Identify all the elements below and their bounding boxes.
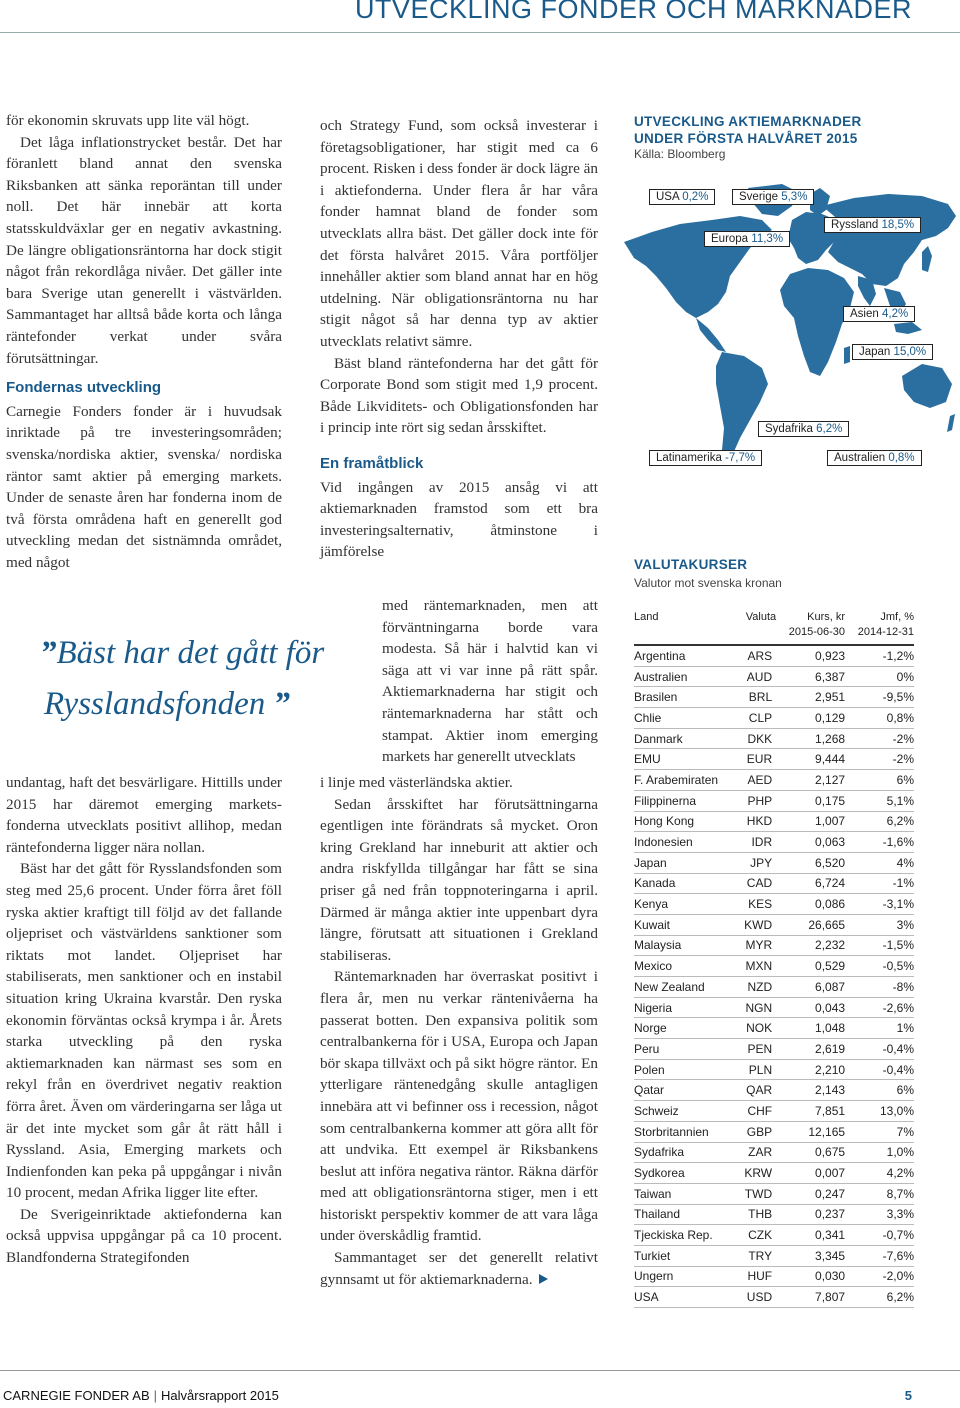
- table-header-row: [634, 610, 914, 645]
- cell-valuta: THB: [737, 1204, 776, 1225]
- paragraph: Sedan årsskiftet har förutsättningarna egentligen inte förändrats så mycket. Oron kring Grekland har inneburit att aktier och andra riskfyllda tillgångar har fått se sina priser gå ned från toppnoteringarna i april. Därmed är många aktier inte uppenbart dyra längre, förutsatt att situationen i Grekland stabiliseras.: [320, 795, 598, 964]
- cell-land: Argentina: [634, 645, 737, 666]
- cell-jmf: -1%: [845, 873, 914, 894]
- cell-land: Ungern: [634, 1266, 737, 1287]
- cell-jmf: -9,5%: [845, 687, 914, 708]
- table-row: [634, 1080, 914, 1101]
- subheading: Fondernas utveckling: [6, 379, 162, 397]
- pull-quote-line-2: Rysslandsfonden: [44, 686, 266, 722]
- table-row: [634, 1163, 914, 1184]
- cell-valuta: BRL: [737, 687, 776, 708]
- table-row: [634, 749, 914, 770]
- map-label-sverige: Sverige 5,3%: [732, 189, 814, 205]
- cell-kurs: 0,043: [776, 997, 845, 1018]
- paragraph: i linje med västerländska aktier.: [320, 774, 513, 791]
- cell-jmf: 0%: [845, 666, 914, 687]
- cell-jmf: -0,4%: [845, 1059, 914, 1080]
- page-number: 5: [904, 1388, 912, 1403]
- open-quote-mark: ”: [40, 635, 57, 671]
- cell-land: Tjeckiska Rep.: [634, 1225, 737, 1246]
- cell-land: Australien: [634, 666, 737, 687]
- cell-valuta: MYR: [737, 935, 776, 956]
- table-row: [634, 935, 914, 956]
- cell-valuta: KRW: [737, 1163, 776, 1184]
- map-label-asien: Asien 4,2%: [843, 306, 915, 322]
- cell-valuta: PEN: [737, 1039, 776, 1060]
- cell-kurs: 1,048: [776, 1018, 845, 1039]
- table-row: [634, 1287, 914, 1308]
- cell-jmf: 6,2%: [845, 1287, 914, 1308]
- cell-jmf: -3,1%: [845, 894, 914, 915]
- cell-kurs: 3,345: [776, 1245, 845, 1266]
- cell-jmf: 1%: [845, 1018, 914, 1039]
- cell-jmf: 6%: [845, 1080, 914, 1101]
- cell-jmf: 13,0%: [845, 1101, 914, 1122]
- table-row: [634, 873, 914, 894]
- table-row: [634, 914, 914, 935]
- cell-valuta: NZD: [737, 977, 776, 998]
- table-row: [634, 956, 914, 977]
- cell-valuta: TRY: [737, 1245, 776, 1266]
- cell-jmf: -1,5%: [845, 935, 914, 956]
- currency-heading: [634, 556, 934, 590]
- cell-kurs: 12,165: [776, 1121, 845, 1142]
- map-source: Källa: Bloomberg: [634, 147, 726, 161]
- cell-land: Schweiz: [634, 1101, 737, 1122]
- cell-valuta: ARS: [737, 645, 776, 666]
- cell-land: New Zealand: [634, 977, 737, 998]
- currency-subtitle: Valutor mot svenska kronan: [634, 576, 782, 590]
- cell-land: Japan: [634, 852, 737, 873]
- cell-land: EMU: [634, 749, 737, 770]
- cell-jmf: 7%: [845, 1121, 914, 1142]
- closing-sentence: Sammantaget ser det generellt relativt gynnsamt ut för aktiemarknaderna.: [320, 1249, 598, 1288]
- column-2-wrap: [382, 595, 598, 768]
- column-1-top: [6, 110, 282, 573]
- cell-kurs: 0,129: [776, 708, 845, 729]
- cell-land: Kuwait: [634, 914, 737, 935]
- cell-valuta: CHF: [737, 1101, 776, 1122]
- paragraph: och Strategy Fund, som också investerar i företagsobligationer, har stigit med ca 6 procent. Risken i dess fonder är dock lägre än i aktiefonderna. Under flera år har våra fonder hamnat bland de fonder som utvecklats allra bäst. Det gäller dock inte för det första halvåret 2015. Våra portföljer innehåller aktier som bland annat har en hög utdelning. När obligationsräntorna nu har stigit något så har denna typ av aktier utvecklats relativt sämre.: [320, 117, 598, 350]
- cell-jmf: -1,2%: [845, 645, 914, 666]
- cell-valuta: QAR: [737, 1080, 776, 1101]
- paragraph: Det låga inflationstrycket består. Det har föranlett bland annat den svenska Riksbanken att sänka reporäntan till under noll. Det här innebär att korta statsskuldväxlar ger en negativ avkastning. De längre obligationsräntorna har dock stigit något från rekordlåga nivåer. Det gäller inte bara Sverige utan generellt i västvärlden. Sammantaget har alltså både korta och långa räntefonder verkat under svåra förutsättningar.: [6, 133, 282, 367]
- cell-land: USA: [634, 1287, 737, 1308]
- cell-valuta: HKD: [737, 811, 776, 832]
- cell-valuta: KWD: [737, 914, 776, 935]
- column-2-bottom: [320, 772, 598, 1290]
- cell-land: Turkiet: [634, 1245, 737, 1266]
- cell-jmf: 3,3%: [845, 1204, 914, 1225]
- cell-kurs: 7,851: [776, 1101, 845, 1122]
- currency-title: VALUTAKURSER: [634, 557, 748, 572]
- map-heading: [634, 113, 954, 161]
- cell-jmf: -1,6%: [845, 832, 914, 853]
- paragraph: Bäst bland räntefonderna har det gått för Corporate Bond som stigit med 1,9 procent. Både Likviditets- och Obligationsfonden har i princip inte rört sig sedan årsskiftet.: [320, 354, 598, 437]
- paragraph: Bäst har det gått för Rysslandsfonden som steg med 25,6 procent. Under förra året föll ryska aktier kraftigt till följd av det fallande oljepriset och västvärldens sanktioner som riktats mot landet. Oljepriset har stabiliserats, men sanktioner och en instabil situation kring Ukraina kvarstår. Den ryska ekonomin förväntas också krympa i år. Årets starka utveckling på den ryska aktiemarknaden kan närmast ses som en rekyl från en överdrivet negativ reaktion förra året. Även om värderingarna ser låga ut är det inte mycket som går åt rätt håll i Ryssland. Asia, Emerging markets och Indienfonden kan peka på uppgångar i nivån 10 procent, medan Afrika ligger lite efter.: [6, 860, 282, 1202]
- column-1-bottom: [6, 772, 282, 1269]
- map-label-australien: Australien 0,8%: [827, 450, 922, 466]
- cell-valuta: USD: [737, 1287, 776, 1308]
- cell-kurs: 2,232: [776, 935, 845, 956]
- cell-land: Thailand: [634, 1204, 737, 1225]
- paragraph: med räntemarknaden, men att förväntningarna borde vara modesta. Så här i halvtid kan vi säga att vi var inne på rätt spår. Aktiemarknaderna har stigit och räntemarknaderna har stått och stampat. Aktier inom emerging markets har generellt utvecklats: [382, 597, 598, 766]
- cell-valuta: JPY: [737, 852, 776, 873]
- cell-valuta: DKK: [737, 728, 776, 749]
- cell-kurs: 0,247: [776, 1183, 845, 1204]
- map-label-sydafrika: Sydafrika 6,2%: [758, 421, 849, 437]
- cell-land: Qatar: [634, 1080, 737, 1101]
- cell-land: Kenya: [634, 894, 737, 915]
- cell-valuta: KES: [737, 894, 776, 915]
- cell-land: Norge: [634, 1018, 737, 1039]
- table-row: [634, 1204, 914, 1225]
- table-row: [634, 811, 914, 832]
- cell-kurs: 0,529: [776, 956, 845, 977]
- cell-kurs: 6,724: [776, 873, 845, 894]
- currency-table: [634, 610, 914, 1308]
- cell-jmf: 0,8%: [845, 708, 914, 729]
- cell-jmf: -2,0%: [845, 1266, 914, 1287]
- cell-valuta: AUD: [737, 666, 776, 687]
- footer-company: CARNEGIE FONDER AB | Halvårsrapport 2015: [3, 1388, 279, 1403]
- cell-jmf: -2,6%: [845, 997, 914, 1018]
- cell-valuta: EUR: [737, 749, 776, 770]
- cell-kurs: 0,030: [776, 1266, 845, 1287]
- map-label-usa: USA 0,2%: [649, 189, 715, 205]
- cell-valuta: MXN: [737, 956, 776, 977]
- cell-valuta: NOK: [737, 1018, 776, 1039]
- cell-kurs: 0,086: [776, 894, 845, 915]
- cell-kurs: 1,007: [776, 811, 845, 832]
- cell-valuta: GBP: [737, 1121, 776, 1142]
- cell-jmf: -0,5%: [845, 956, 914, 977]
- table-row: [634, 1245, 914, 1266]
- table-row: [634, 832, 914, 853]
- table-row: [634, 1039, 914, 1060]
- cell-valuta: AED: [737, 770, 776, 791]
- cell-kurs: 2,210: [776, 1059, 845, 1080]
- cell-valuta: NGN: [737, 997, 776, 1018]
- table-row: [634, 770, 914, 791]
- cell-land: Brasilen: [634, 687, 737, 708]
- cell-kurs: 0,341: [776, 1225, 845, 1246]
- cell-land: Filippinerna: [634, 790, 737, 811]
- cell-jmf: -2%: [845, 749, 914, 770]
- cell-valuta: ZAR: [737, 1142, 776, 1163]
- world-map: [622, 180, 957, 474]
- cell-valuta: CAD: [737, 873, 776, 894]
- map-title-line-2: UNDER FÖRSTA HALVÅRET 2015: [634, 131, 858, 146]
- table-row: [634, 790, 914, 811]
- cell-kurs: 0,237: [776, 1204, 845, 1225]
- column-header-valuta: Valuta: [745, 611, 777, 623]
- cell-valuta: IDR: [737, 832, 776, 853]
- column-2-top: [320, 115, 598, 563]
- cell-kurs: 2,619: [776, 1039, 845, 1060]
- footer-divider: [0, 1370, 960, 1371]
- cell-land: Indonesien: [634, 832, 737, 853]
- end-of-article-arrow-icon: [539, 1274, 548, 1284]
- cell-land: Hong Kong: [634, 811, 737, 832]
- cell-kurs: 0,175: [776, 790, 845, 811]
- map-label-latinamerika: Latinamerika -7,7%: [649, 450, 762, 466]
- cell-jmf: 8,7%: [845, 1183, 914, 1204]
- cell-land: Kanada: [634, 873, 737, 894]
- table-row: [634, 1121, 914, 1142]
- paragraph: [320, 1247, 598, 1290]
- paragraph: undantag, haft det besvärligare. Hittills under 2015 har däremot emerging markets-fonderna utvecklats positivt allihop, medan räntefonderna ligger nära nollan.: [6, 774, 282, 856]
- cell-land: Sydafrika: [634, 1142, 737, 1163]
- table-row: [634, 1018, 914, 1039]
- cell-jmf: 3%: [845, 914, 914, 935]
- cell-jmf: -8%: [845, 977, 914, 998]
- table-row: [634, 1101, 914, 1122]
- cell-valuta: PLN: [737, 1059, 776, 1080]
- pull-quote-line-1: Bäst har det gått för: [56, 635, 325, 671]
- cell-kurs: 9,444: [776, 749, 845, 770]
- table-row: [634, 977, 914, 998]
- cell-jmf: -7,6%: [845, 1245, 914, 1266]
- map-label-europa: Europa 11,3%: [704, 231, 790, 247]
- table-row: [634, 894, 914, 915]
- table-row: [634, 1183, 914, 1204]
- cell-valuta: TWD: [737, 1183, 776, 1204]
- column-header-land: Land: [634, 611, 659, 623]
- table-row: [634, 1059, 914, 1080]
- cell-land: Sydkorea: [634, 1163, 737, 1184]
- cell-valuta: HUF: [737, 1266, 776, 1287]
- cell-jmf: 1,0%: [845, 1142, 914, 1163]
- cell-land: Storbritannien: [634, 1121, 737, 1142]
- cell-land: Taiwan: [634, 1183, 737, 1204]
- cell-jmf: -0,7%: [845, 1225, 914, 1246]
- cell-land: F. Arabemiraten: [634, 770, 737, 791]
- cell-valuta: CLP: [737, 708, 776, 729]
- map-label-ryssland: Ryssland 18,5%: [824, 217, 921, 233]
- cell-kurs: 2,951: [776, 687, 845, 708]
- cell-jmf: 4%: [845, 852, 914, 873]
- cell-land: Mexico: [634, 956, 737, 977]
- table-row: [634, 708, 914, 729]
- cell-kurs: 1,268: [776, 728, 845, 749]
- subheading: En framåtblick: [320, 454, 424, 472]
- cell-kurs: 26,665: [776, 914, 845, 935]
- cell-kurs: 6,087: [776, 977, 845, 998]
- section-header-title: UTVECKLING FONDER OCH MARKNADER: [354, 0, 912, 24]
- table-row: [634, 1266, 914, 1287]
- paragraph: Vid ingången av 2015 ansåg vi att aktiemarknaden framstod som ett bra investeringsalternativ, åtminstone i jämförelse: [320, 478, 598, 561]
- cell-kurs: 0,923: [776, 645, 845, 666]
- cell-land: Danmark: [634, 728, 737, 749]
- cell-land: Chlie: [634, 708, 737, 729]
- cell-jmf: 5,1%: [845, 790, 914, 811]
- table-row: [634, 1142, 914, 1163]
- cell-jmf: -0,4%: [845, 1039, 914, 1060]
- table-row: [634, 687, 914, 708]
- cell-kurs: 0,063: [776, 832, 845, 853]
- table-row: [634, 852, 914, 873]
- table-row: [634, 1225, 914, 1246]
- cell-valuta: CZK: [737, 1225, 776, 1246]
- column-header-kurs: Kurs, kr 2015-06-30: [788, 611, 846, 638]
- paragraph: Räntemarknaden har överraskat positivt i flera år, men nu verkar räntenivåerna ha passerat botten. Den expansiva politik som centralbankerna för i USA, Europa och Japan bör skapa tillväxt och på sikt högre räntor. En ytterligare räntenedgång skulle antagligen innebära att vi befinner oss i recession, något som centralbankerna kommer att göra allt för att undvika. Ett exempel är Riksbankens beslut att införa negativa räntor. Räkna därför med att obligationsräntorna stiger, men i ett historiskt perspektiv kommer de att vara låga under överskådlig framtid.: [320, 968, 598, 1245]
- table-row: [634, 728, 914, 749]
- cell-kurs: 2,127: [776, 770, 845, 791]
- pull-quote: [22, 628, 352, 730]
- cell-jmf: 4,2%: [845, 1163, 914, 1184]
- cell-kurs: 0,007: [776, 1163, 845, 1184]
- column-header-jmf: Jmf, % 2014-12-31: [857, 611, 914, 638]
- cell-land: Malaysia: [634, 935, 737, 956]
- table-row: [634, 645, 914, 666]
- cell-kurs: 7,807: [776, 1287, 845, 1308]
- table-row: [634, 666, 914, 687]
- paragraph: De Sverigeinriktade aktiefonderna kan också uppvisa uppgångar på ca 10 procent. Blandfonderna Strategifonden: [6, 1205, 282, 1267]
- paragraph: Carnegie Fonders fonder är i huvudsak inriktade på tre investeringsområden; svenska/nordiska aktier, svenska/ nordiska räntor samt aktier på emerging markets. Under de senaste åren har fonderna inom de två första områdena haft en generellt god utveckling medan det sistnämnda området, med något: [6, 402, 282, 571]
- cell-kurs: 0,675: [776, 1142, 845, 1163]
- map-label-japan: Japan 15,0%: [852, 344, 933, 360]
- cell-kurs: 6,520: [776, 852, 845, 873]
- cell-land: Nigeria: [634, 997, 737, 1018]
- cell-kurs: 2,143: [776, 1080, 845, 1101]
- cell-jmf: 6,2%: [845, 811, 914, 832]
- cell-valuta: PHP: [737, 790, 776, 811]
- header-divider: [0, 32, 960, 33]
- cell-jmf: 6%: [845, 770, 914, 791]
- map-title-line-1: UTVECKLING AKTIEMARKNADER: [634, 114, 862, 129]
- table-row: [634, 997, 914, 1018]
- close-quote-mark: ”: [273, 686, 290, 722]
- cell-land: Peru: [634, 1039, 737, 1060]
- paragraph: för ekonomin skruvats upp lite väl högt.: [6, 112, 250, 129]
- cell-jmf: -2%: [845, 728, 914, 749]
- cell-land: Polen: [634, 1059, 737, 1080]
- cell-kurs: 6,387: [776, 666, 845, 687]
